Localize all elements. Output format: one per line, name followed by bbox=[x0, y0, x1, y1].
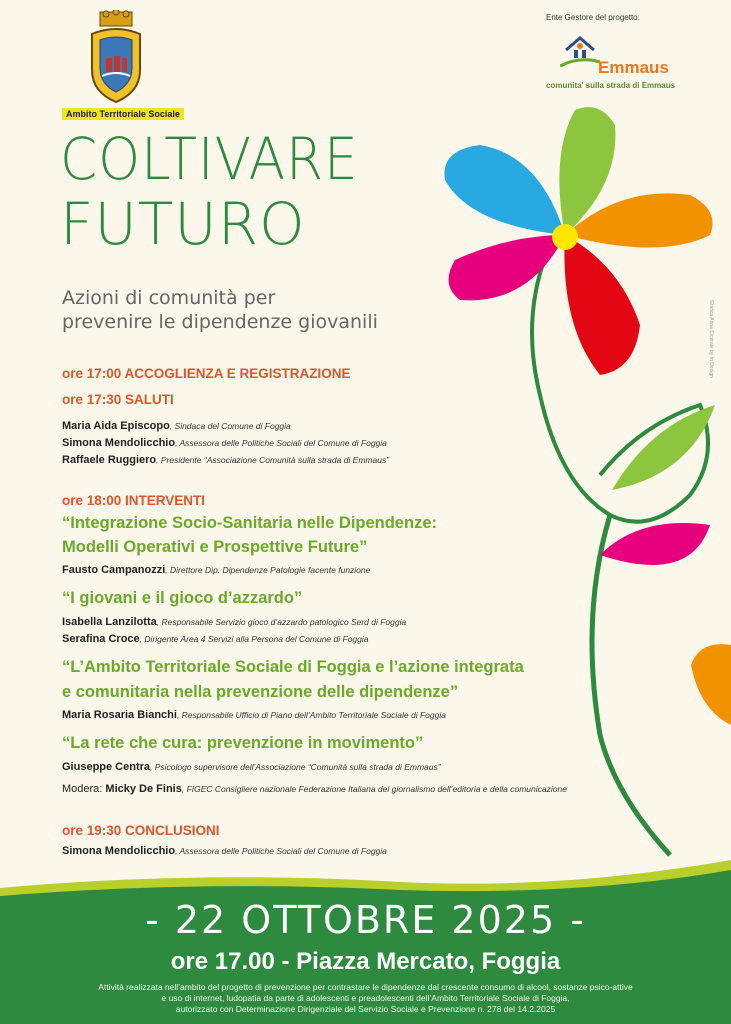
footer-line-1: Attività realizzata nell’ambito del progetto di prevenzione per contrastare le dipendenze dal crescente consumo di alcool, sostanze psico-attive bbox=[98, 982, 633, 992]
talk-3-speaker-role: , Responsabile Ufficio di Piano dell’Ambito Territoriale Sociale di Foggia bbox=[176, 710, 446, 720]
footer-line-3: autorizzato con Determinazione Dirigenziale del Servizio Sociale e Prevenzione n. 278 del 14.2.2025 bbox=[175, 1004, 556, 1014]
welcome-time: ore 17:00 ACCOGLIENZA E REGISTRAZIONE bbox=[62, 366, 351, 381]
greeter-3 bbox=[62, 452, 622, 469]
greeter-1-name: Maria Aida Episcopo bbox=[62, 420, 170, 432]
footer-note bbox=[50, 982, 681, 1015]
greeter-2-role: , Assessora delle Politiche Sociali del Comune di Foggia bbox=[175, 438, 387, 448]
city-crest-logo bbox=[86, 10, 146, 106]
greeter-1-role: , Sindaca del Comune di Foggia bbox=[169, 421, 291, 431]
talk-3-speaker-name: Maria Rosaria Bianchi bbox=[62, 709, 177, 721]
talk-4-title: “La rete che cura: prevenzione in movimento” bbox=[62, 734, 424, 752]
greetings-time: ore 17:30 SALUTI bbox=[62, 392, 174, 407]
ambito-label: Ambito Territoriale Sociale bbox=[62, 108, 184, 120]
greeter-2-name: Simona Mendolicchio bbox=[62, 437, 176, 449]
talk-2-speaker-1 bbox=[62, 614, 622, 631]
talk-1-title-line-1: “Integrazione Socio-Sanitaria nelle Dipendenze: bbox=[62, 514, 437, 532]
subtitle-line-2: prevenire le dipendenze giovanili bbox=[62, 311, 378, 333]
talk-1-speaker bbox=[62, 562, 622, 579]
talk-1-speaker-role: , Direttore Dip. Dipendenze Patologie facente funzione bbox=[165, 565, 371, 575]
talk-3-speaker bbox=[62, 707, 622, 724]
talk-2-speaker-2 bbox=[62, 631, 622, 648]
ente-gestore-label: Ente Gestore del progetto: bbox=[546, 13, 640, 22]
title-line-2: FUTURO bbox=[60, 190, 306, 258]
talks-time: ore 18:00 INTERVENTI bbox=[62, 493, 206, 508]
title-line-1: COLTIVARE bbox=[60, 125, 359, 193]
event-date: - 22 OTTOBRE 2025 - bbox=[145, 898, 586, 942]
moderator-label: Modera: bbox=[62, 783, 106, 795]
greeter-2 bbox=[62, 435, 622, 452]
talk-3-title-line-1: “L’Ambito Territoriale Sociale di Foggia e l’azione integrata bbox=[62, 658, 524, 676]
moderator-role: , FIGEC Consigliere nazionale Federazione Italiana del giornalismo dell’editoria e della comunicazione bbox=[181, 784, 567, 794]
talk-2-speaker-1-role: , Responsabile Servizio gioco d’azzardo patologico Serd di Foggia bbox=[156, 617, 407, 627]
closing-speaker-role: , Assessora delle Politiche Sociali del Comune di Foggia bbox=[175, 846, 387, 856]
talk-4-speaker bbox=[62, 759, 622, 776]
greeter-3-role: , Presidente “Associazione Comunità sulla strada di Emmaus” bbox=[156, 455, 390, 465]
closing-time: ore 19:30 CONCLUSIONI bbox=[62, 823, 220, 838]
talk-2-speaker-2-role: , Dirigente Area 4 Servizi alla Persona del Comune di Foggia bbox=[139, 634, 369, 644]
design-credit: Grafica Anna Cicerale by In Design bbox=[708, 300, 714, 378]
talk-3-title-line-2: e comunitaria nella prevenzione delle dipendenze” bbox=[62, 683, 459, 701]
talk-1-title-line-2: Modelli Operativi e Prospettive Future” bbox=[62, 538, 368, 556]
talk-2-title: “I giovani e il gioco d’azzardo” bbox=[62, 589, 303, 607]
emmaus-name: Emmaus bbox=[598, 58, 669, 77]
closing-speaker-name: Simona Mendolicchio bbox=[62, 845, 176, 857]
talk-2-speaker-1-name: Isabella Lanzilotta bbox=[62, 616, 157, 628]
talk-1-speaker-name: Fausto Campanozzi bbox=[62, 564, 166, 576]
talk-4-speaker-name: Giuseppe Centra bbox=[62, 761, 151, 773]
emmaus-house-logo bbox=[560, 30, 600, 70]
emmaus-tagline: comunita' sulla strada di Emmaus bbox=[546, 81, 676, 90]
moderator bbox=[62, 781, 622, 798]
closing-speaker bbox=[62, 843, 622, 860]
greeter-1 bbox=[62, 418, 622, 435]
subtitle bbox=[62, 286, 378, 334]
footer-line-2: e uso di internet, ludopatia da parte di adolescenti e preadolescenti dell’Ambito Territoriale Sociale di Foggia, bbox=[161, 993, 570, 1003]
talk-4-speaker-role: , Psicologo supervisore dell’Associazione “Comunità sulla strada di Emmaus” bbox=[150, 762, 441, 772]
subtitle-line-1: Azioni di comunità per bbox=[62, 287, 276, 309]
greeter-3-name: Raffaele Ruggiero bbox=[62, 454, 157, 466]
event-time-place: ore 17.00 - Piazza Mercato, Foggia bbox=[170, 948, 561, 975]
moderator-name: Micky De Finis bbox=[105, 783, 182, 795]
talk-2-speaker-2-name: Serafina Croce bbox=[62, 633, 140, 645]
